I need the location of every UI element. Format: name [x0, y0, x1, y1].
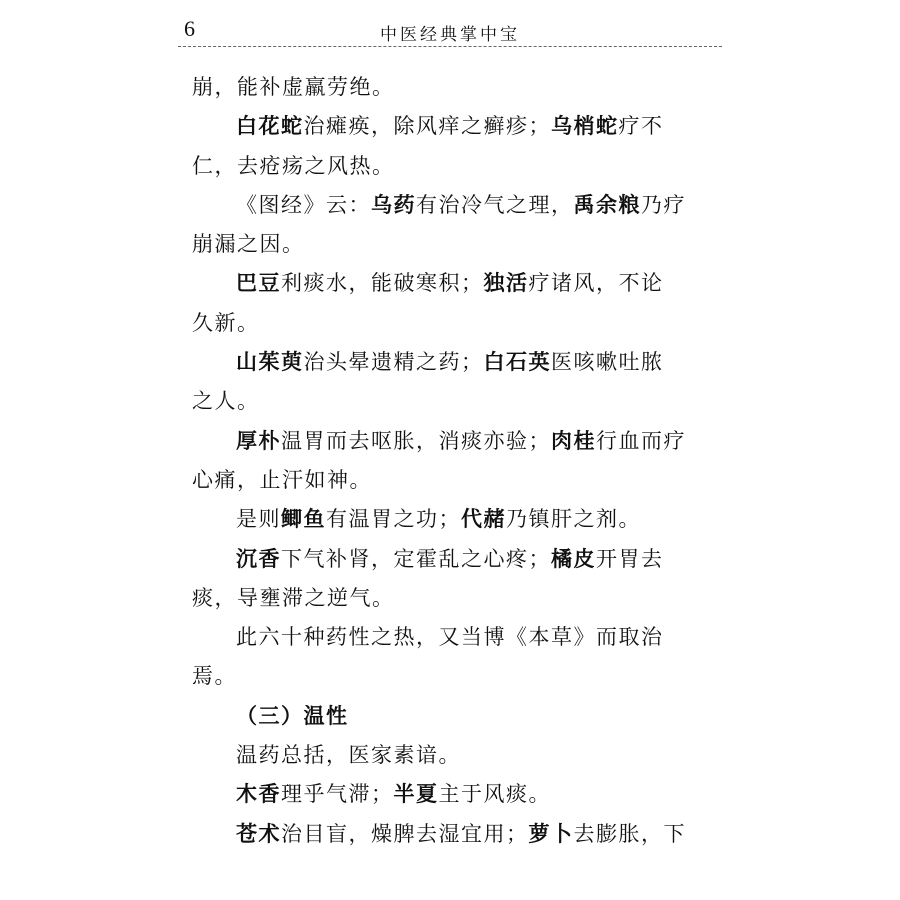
text-span: 下气补肾，定霍乱之心疼；	[281, 546, 551, 571]
herb-name: 禹余粮	[573, 192, 641, 217]
herb-name: 乌梢蛇	[551, 114, 619, 139]
text-span: 有温胃之功；	[326, 507, 461, 532]
text-span: 此六十种药性之热，又当博《本草》而取治	[236, 625, 664, 650]
herb-name: 肉桂	[551, 428, 596, 453]
body-text	[192, 68, 732, 854]
text-line	[192, 461, 732, 500]
text-span: 仁，去疮疡之风热。	[192, 153, 395, 178]
page-number: 6	[184, 16, 195, 41]
herb-name: 木香	[236, 782, 281, 807]
text-span: 崩，能补虚羸劳绝。	[192, 75, 395, 99]
text-span: 疗诸风，不论	[528, 271, 664, 296]
text-span: 温胃而去呕胀，消痰亦验；	[281, 428, 551, 453]
text-span: 行血而疗	[596, 428, 686, 453]
text-span: 疗不	[618, 114, 664, 139]
text-line	[192, 500, 732, 539]
text-span: 心痛，止汗如神。	[192, 467, 372, 492]
text-line	[192, 304, 732, 343]
text-line	[192, 815, 732, 854]
section-heading	[192, 697, 732, 736]
text-line	[192, 107, 732, 146]
text-span: 是则	[236, 507, 281, 532]
page-header	[178, 14, 722, 46]
herb-name: 独活	[483, 271, 529, 296]
herb-name: 乌药	[371, 192, 416, 217]
text-span: 之人。	[192, 389, 260, 414]
text-span: 乃镇肝之剂。	[506, 507, 641, 532]
text-span: 《图经》云：	[236, 192, 371, 217]
text-span: 开胃去	[596, 546, 664, 571]
herb-name: 鲫鱼	[281, 507, 326, 532]
herb-name: 白花蛇	[236, 114, 304, 139]
herb-name: 代赭	[461, 507, 506, 532]
text-line	[192, 736, 732, 775]
text-span: 治瘫痪，除风痒之癣疹；	[303, 114, 551, 139]
text-line	[192, 382, 732, 421]
text-span: 治目盲，燥脾去湿宜用；	[281, 821, 529, 846]
herb-name: 厚朴	[236, 428, 281, 453]
text-line	[192, 343, 732, 382]
herb-name: 山茱萸	[236, 350, 304, 375]
herb-name: 白石英	[483, 350, 551, 375]
text-line	[192, 264, 732, 303]
text-span: 久新。	[192, 310, 260, 335]
text-span: 利痰水，能破寒积；	[281, 271, 484, 296]
text-line	[192, 540, 732, 579]
herb-name: 萝卜	[528, 821, 574, 846]
text-span: 医咳嗽吐脓	[551, 350, 664, 375]
text-line	[192, 579, 732, 618]
text-span: 痰，导壅滞之逆气。	[192, 585, 395, 610]
text-span: 去膨胀，下	[573, 821, 686, 846]
header-divider	[178, 46, 722, 47]
text-line	[192, 225, 732, 264]
text-span: 焉。	[192, 664, 237, 689]
text-span: 乃疗	[641, 192, 686, 217]
herb-name: 巴豆	[236, 271, 281, 296]
herb-name: 橘皮	[551, 546, 596, 571]
text-line	[192, 186, 732, 225]
text-span: 治头晕遗精之药；	[303, 350, 484, 375]
herb-name: （三）温性	[236, 703, 349, 728]
text-span: 崩漏之因。	[192, 232, 305, 257]
text-line	[192, 657, 732, 696]
text-line	[192, 775, 732, 814]
text-span: 温药总括，医家素谙。	[236, 743, 461, 768]
text-line	[192, 147, 732, 186]
text-line	[192, 422, 732, 461]
text-line	[192, 618, 732, 657]
text-span: 主于风痰。	[438, 782, 551, 807]
text-span: 有治冷气之理，	[416, 192, 574, 217]
text-line	[192, 68, 732, 107]
herb-name: 苍术	[236, 821, 281, 846]
text-span: 理乎气滞；	[281, 782, 394, 807]
herb-name: 沉香	[236, 546, 281, 571]
herb-name: 半夏	[393, 782, 439, 807]
running-title: 中医经典掌中宝	[380, 25, 520, 45]
